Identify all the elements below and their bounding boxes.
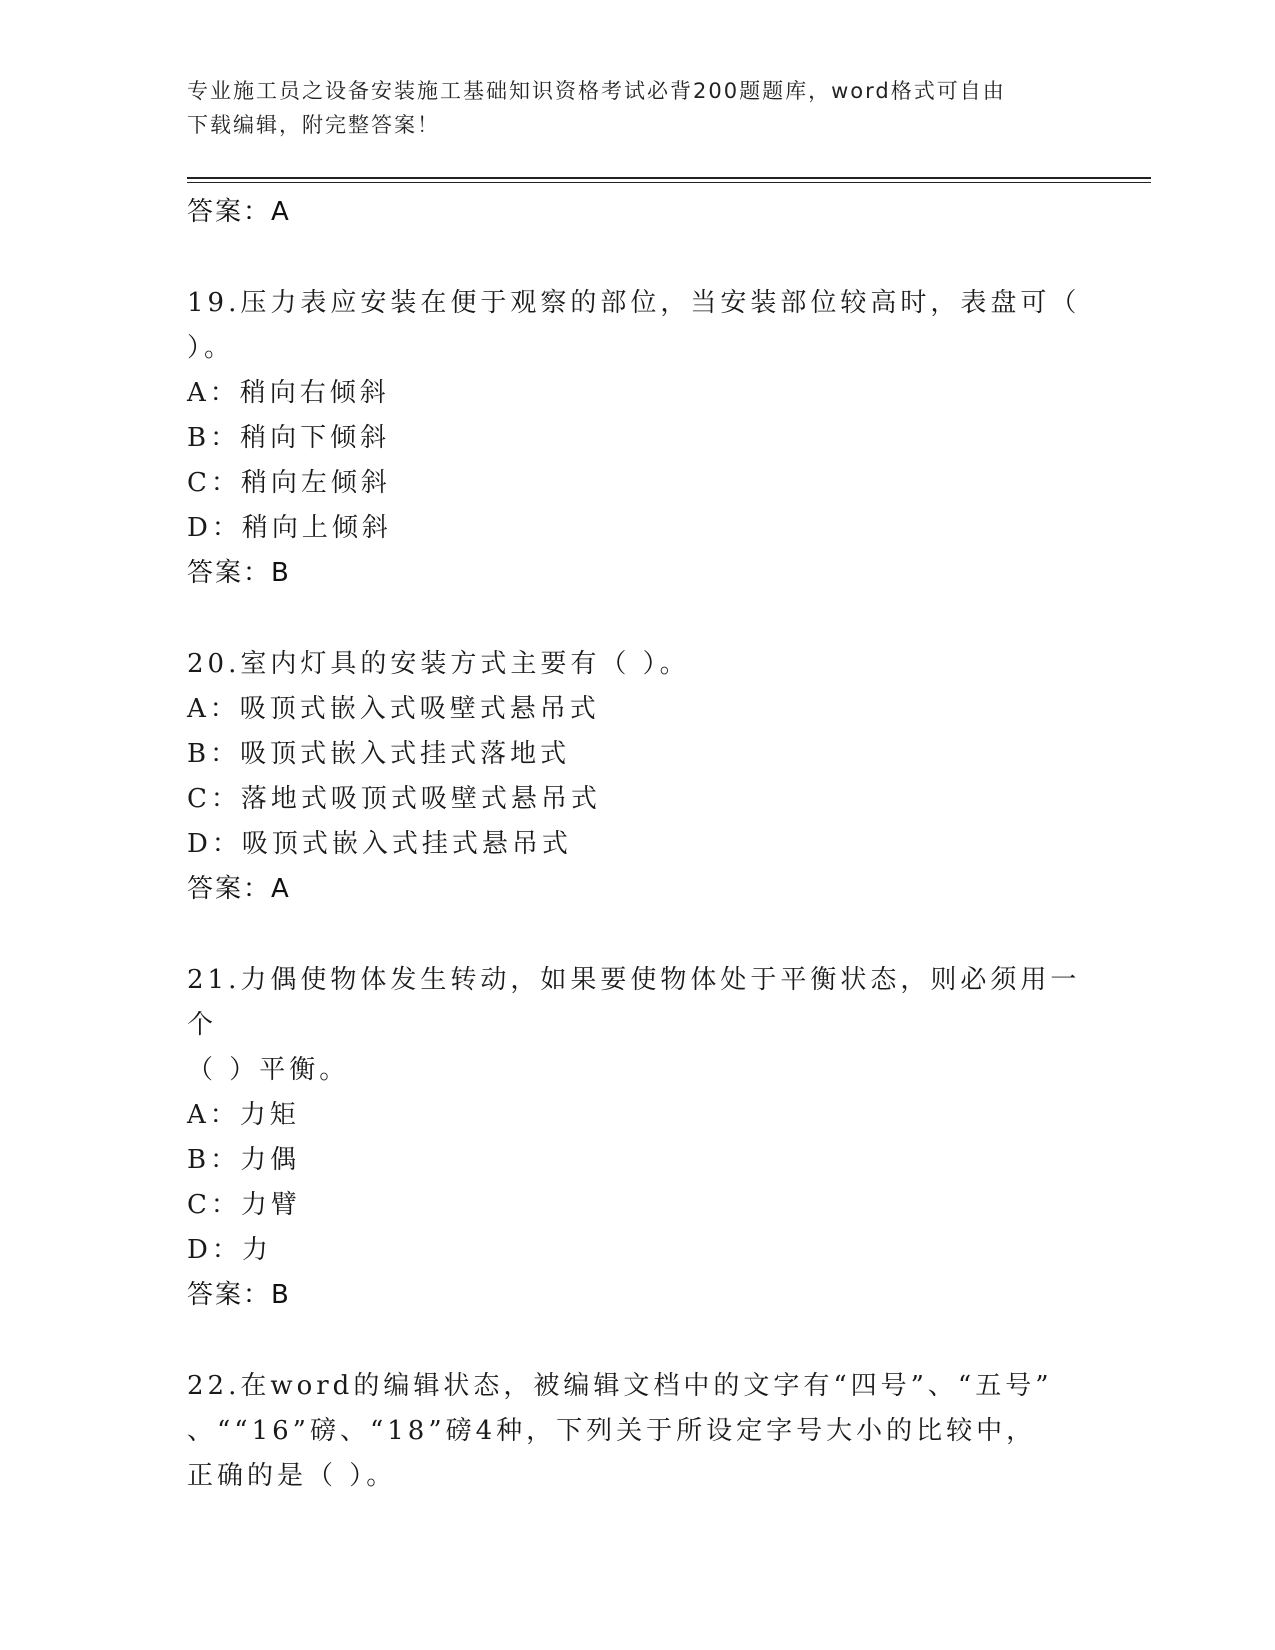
spacer <box>187 235 1087 281</box>
option-b: B：稍向下倾斜 <box>187 423 391 453</box>
header-line-2: 下载编辑，附完整答案！ <box>187 113 440 137</box>
option-d: D：力 <box>187 1235 272 1265</box>
question-22 <box>187 1364 1087 1499</box>
question-text-line: 正确的是（ ）。 <box>187 1461 397 1491</box>
header-line-1: 专业施工员之设备安装施工基础知识资格考试必背200题题库，word格式可自由 <box>187 79 1006 103</box>
option-a: A：吸顶式嵌入式吸壁式悬吊式 <box>187 694 600 724</box>
question-text-line: 、““16”磅、“18”磅4种，下列关于所设定字号大小的比较中， <box>187 1416 1037 1446</box>
option-c: C：落地式吸顶式吸壁式悬吊式 <box>187 784 601 814</box>
question-text-line: 22.在word的编辑状态，被编辑文档中的文字有“四号”、“五号” <box>187 1371 1053 1401</box>
question-text-line: 21.力偶使物体发生转动，如果要使物体处于平衡状态，则必须用一个 <box>187 965 1081 1040</box>
question-21 <box>187 958 1087 1318</box>
question-20 <box>187 642 1087 912</box>
option-a: A：稍向右倾斜 <box>187 378 390 408</box>
question-text-line: ）。 <box>187 333 235 363</box>
option-c: C：稍向左倾斜 <box>187 468 391 498</box>
option-a: A：力矩 <box>187 1100 300 1130</box>
page-header <box>187 74 1077 142</box>
spacer <box>187 1318 1087 1364</box>
answer-line: 答案：B <box>187 1280 291 1310</box>
option-c: C：力臂 <box>187 1190 301 1220</box>
option-b: B：力偶 <box>187 1145 301 1175</box>
question-text-line: （ ）平衡。 <box>187 1055 350 1085</box>
option-b: B：吸顶式嵌入式挂式落地式 <box>187 739 571 769</box>
option-d: D：吸顶式嵌入式挂式悬吊式 <box>187 829 572 859</box>
question-text-line: 20.室内灯具的安装方式主要有（ ）。 <box>187 649 690 679</box>
question-text-line: 19.压力表应安装在便于观察的部位，当安装部位较高时，表盘可（ <box>187 288 1081 318</box>
option-d: D：稍向上倾斜 <box>187 513 392 543</box>
header-divider-thin <box>187 182 1151 183</box>
answer-line: 答案：A <box>187 874 291 904</box>
spacer <box>187 596 1087 642</box>
answer-line: 答案：A <box>187 197 291 227</box>
spacer <box>187 912 1087 958</box>
header-divider-thick <box>187 177 1151 179</box>
answer-line: 答案：B <box>187 558 291 588</box>
question-19 <box>187 281 1087 596</box>
question-list <box>187 190 1087 1499</box>
